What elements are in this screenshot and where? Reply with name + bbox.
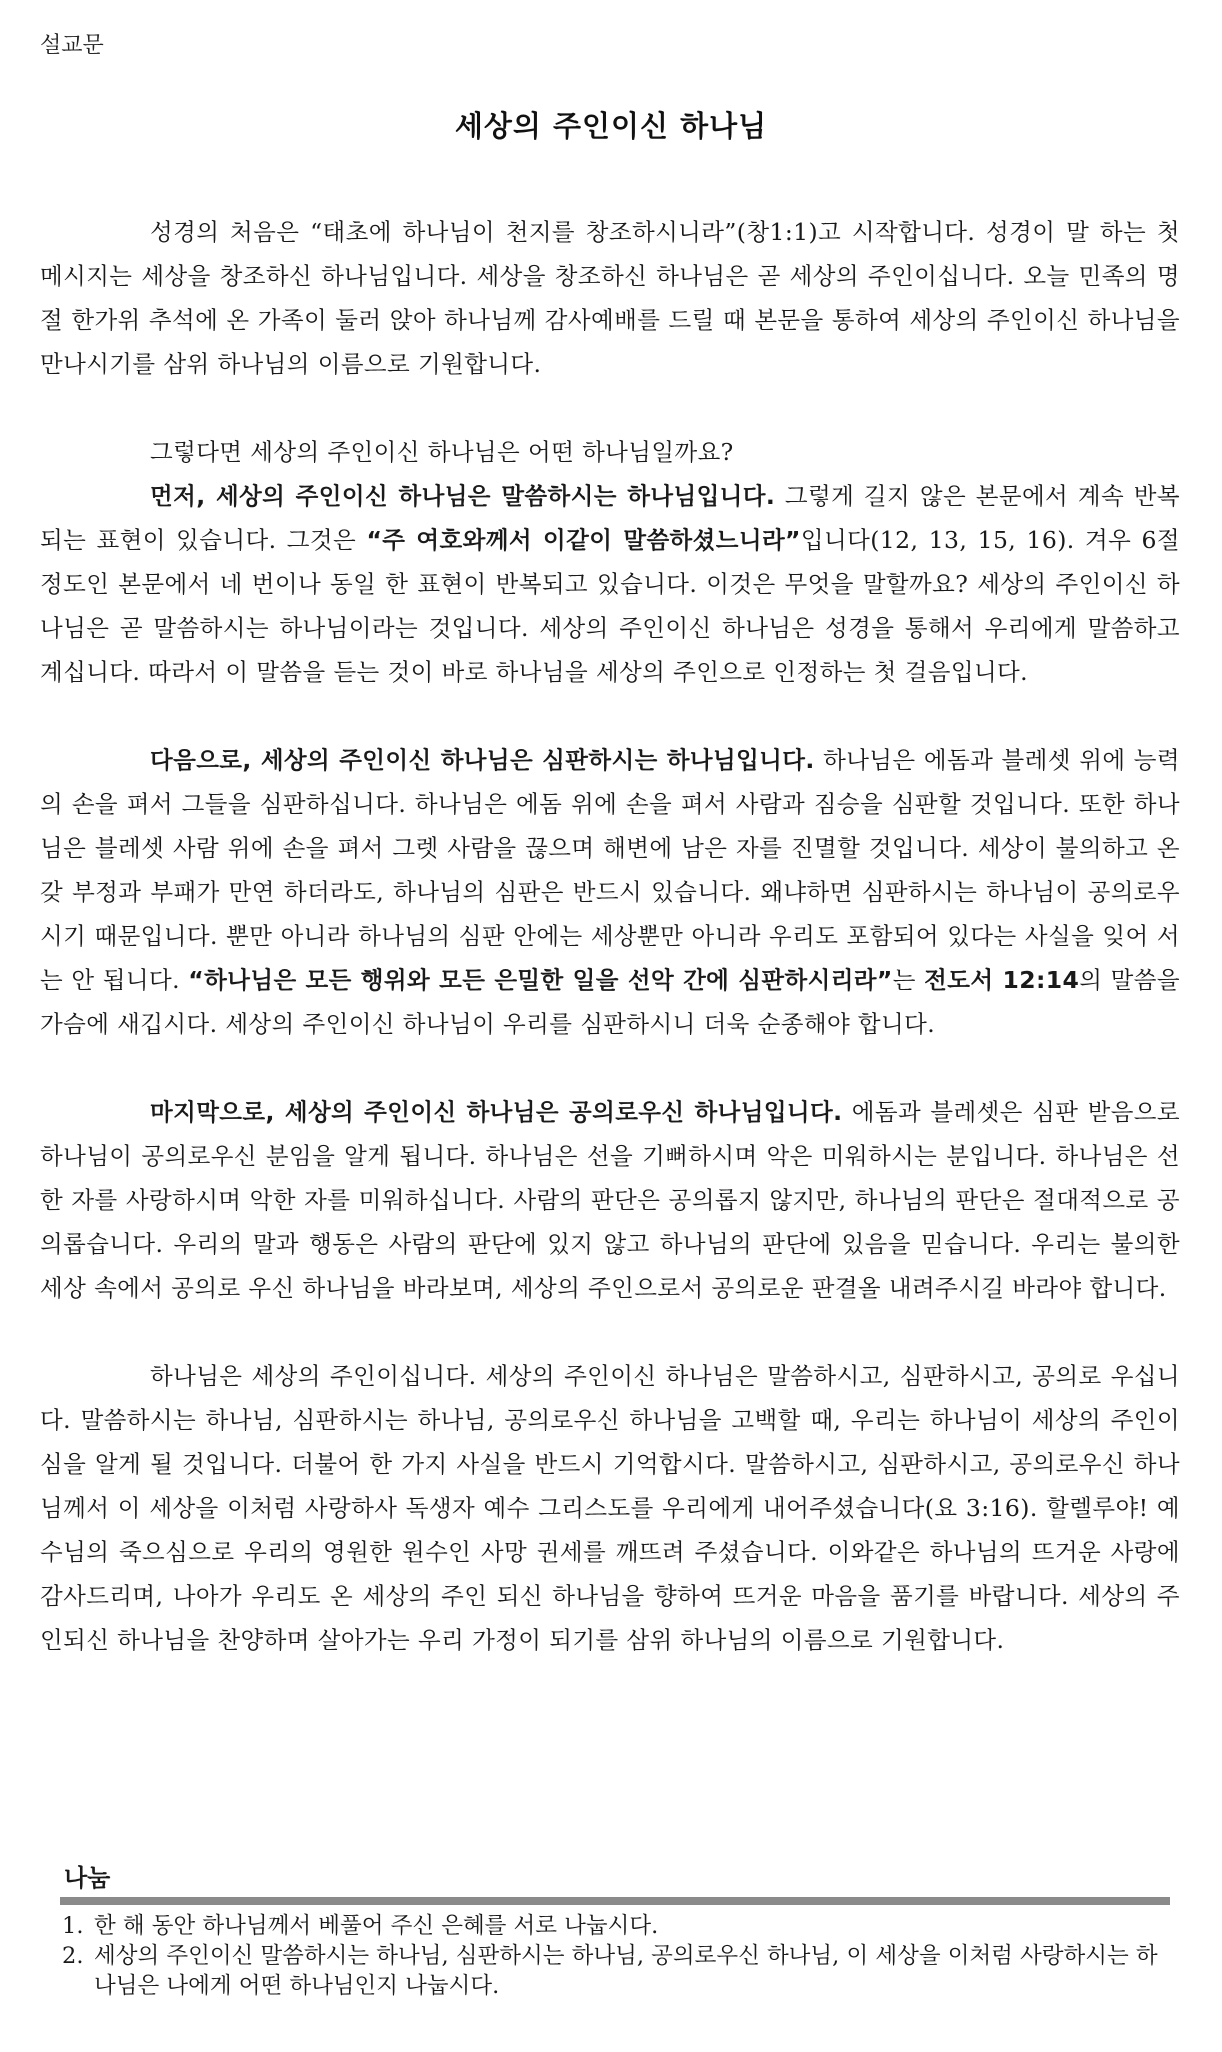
paragraph-text: 하나님은 세상의 주인이십니다. 세상의 주인이신 하나님은 말씀하시고, 심판하시고, 공의로 우십니다. 말씀하시는 하나님, 심판하시는 하나님, 공의로우신 하나님을 고백할 때, 우리는 하나님이 세상의 주인이심을 알게 될 것입니다. 더불어 한 가지 사실을 반드시 기억합시다. 말씀하시고, 심판하시고, 공의로우신 하나님께서 이 세상을 이처럼 사랑하사 독생자 예수 그리스도를 우리에게 내어주셨습니다(요 3:16). 할렐루야! 예수님의 죽으심으로 우리의 영원한 원수인 사망 권세를 깨뜨려 주셨습니다. 이와같은 하나님의 뜨거운 사랑에 감사드리며, 나아가 우리도 온 세상의 주인 되신 하나님을 향하여 뜨거운 마음을 품기를 바랍니다. 세상의 주인되신 하나님을 찬양하며 살아가는 우리 가정이 되기를 삼위 하나님의 이름으로 기원합니다. <box>40 1362 1180 1654</box>
sharing-item-text: 한 해 동안 하나님께서 베풀어 주신 은혜를 서로 나눕시다. <box>94 1913 659 1939</box>
sharing-item-number: 2. <box>62 1943 84 1969</box>
paragraph-text: 에돔과 블레셋은 심판 받음으로 하나님이 공의로우신 분임을 알게 됩니다. 하나님은 선을 기뻐하시며 악은 미워하시는 분입니다. 하나님은 선한 자를 사랑하시며 악한 자를 미워하십니다. 사람의 판단은 공의롭지 않지만, 하나님의 판단은 절대적으로 공의롭습니다. 우리의 말과 행동은 사람의 판단에 있지 않고 하나님의 판단에 있음을 믿습니다. 우리는 불의한 세상 속에서 공의로 우신 하나님을 바라보며, 세상의 주인으로서 공의로운 판결올 내려주시길 바라야 합니다. <box>40 1098 1180 1302</box>
sharing-divider <box>60 1897 1170 1905</box>
body-paragraph <box>40 1354 1180 1662</box>
body-paragraph <box>40 210 1180 386</box>
emphasized-quote: 전도서 12:14 <box>924 966 1080 994</box>
paragraph-text: 하나님은 에돔과 블레셋 위에 능력의 손을 펴서 그들을 심판하십니다. 하나님은 에돔 위에 손을 펴서 사람과 짐승을 심판할 것입니다. 또한 하나님은 블레셋 사람 위에 손을 펴서 그렛 사람을 끊으며 해변에 남은 자를 진멸할 것입니다. 세상이 불의하고 온갖 부정과 부패가 만연 하더라도, 하나님의 심판은 반드시 있습니다. 왜냐하면 심판하시는 하나님이 공의로우시기 때문입니다. 뿐만 아니라 하나님의 심판 안에는 세상뿐만 아니라 우리도 포함되어 있다는 사실을 잊어 서는 안 됩니다. <box>40 746 1181 994</box>
sermon-body <box>40 210 1180 1662</box>
paragraph-text: 의 말씀을 가슴에 새깁시다. 세상의 주인이신 하나님이 우리를 심판하시니 더욱 순종해야 합니다. <box>40 966 1180 1038</box>
body-paragraph <box>40 738 1180 1046</box>
paragraph-lead-statement: 먼저, 세상의 주인이신 하나님은 말씀하시는 하나님입니다. <box>150 482 776 510</box>
body-paragraph <box>40 474 1180 694</box>
body-paragraph <box>40 430 1180 474</box>
paragraph-text: 그렇다면 세상의 주인이신 하나님은 어떤 하나님일까요? <box>150 438 734 466</box>
sharing-section <box>60 1858 1170 2001</box>
sermon-title: 세상의 주인이신 하나님 <box>454 109 768 143</box>
emphasized-quote: “주 여호와께서 이같이 말씀하셨느니라” <box>366 526 801 554</box>
document-category-label: 설교문 <box>40 33 104 58</box>
paragraph-lead-statement: 다음으로, 세상의 주인이신 하나님은 심판하시는 하나님입니다. <box>150 746 815 774</box>
sharing-item <box>60 1911 1170 1941</box>
sharing-item <box>60 1941 1170 2001</box>
paragraph-lead-statement: 마지막으로, 세상의 주인이신 하나님은 공의로우신 하나님입니다. <box>150 1098 843 1126</box>
emphasized-quote: “하나님은 모든 행위와 모든 은밀한 일을 선악 간에 심판하시리라” <box>188 966 893 994</box>
paragraph-text: 입니다(12, 13, 15, 16). 겨우 6절 정도인 본문에서 네 번이나 동일 한 표현이 반복되고 있습니다. 이것은 무엇을 말할까요? 세상의 주인이신 하나님은 곧 말씀하시는 하나님이라는 것입니다. 세상의 주인이신 하나님은 성경을 통해서 우리에게 말씀하고 계십니다. 따라서 이 말씀을 듣는 것이 바로 하나님을 세상의 주인으로 인정하는 첫 걸음입니다. <box>40 526 1180 686</box>
body-paragraph <box>40 1090 1180 1310</box>
paragraph-text: 는 <box>892 966 925 994</box>
sharing-item-text: 세상의 주인이신 말씀하시는 하나님, 심판하시는 하나님, 공의로우신 하나님, 이 세상을 이처럼 사랑하시는 하나님은 나에게 어떤 하나님인지 나눕시다. <box>94 1943 1158 1999</box>
sharing-list <box>60 1911 1170 2001</box>
sharing-title: 나눔 <box>64 1864 111 1892</box>
paragraph-text: 그렇게 길지 않은 본문에서 계속 반복되는 표현이 있습니다. 그것은 <box>40 482 1180 554</box>
paragraph-text: 성경의 처음은 “태초에 하나님이 천지를 창조하시니라”(창1:1)고 시작합니다. 성경이 말 하는 첫 메시지는 세상을 창조하신 하나님입니다. 세상을 창조하신 하나님은 곧 세상의 주인이십니다. 오늘 민족의 명절 한가위 추석에 온 가족이 둘러 앉아 하나님께 감사예배를 드릴 때 본문을 통하여 세상의 주인이신 하나님을 만나시기를 삼위 하나님의 이름으로 기원합니다. <box>40 218 1180 378</box>
sharing-item-number: 1. <box>62 1913 84 1939</box>
